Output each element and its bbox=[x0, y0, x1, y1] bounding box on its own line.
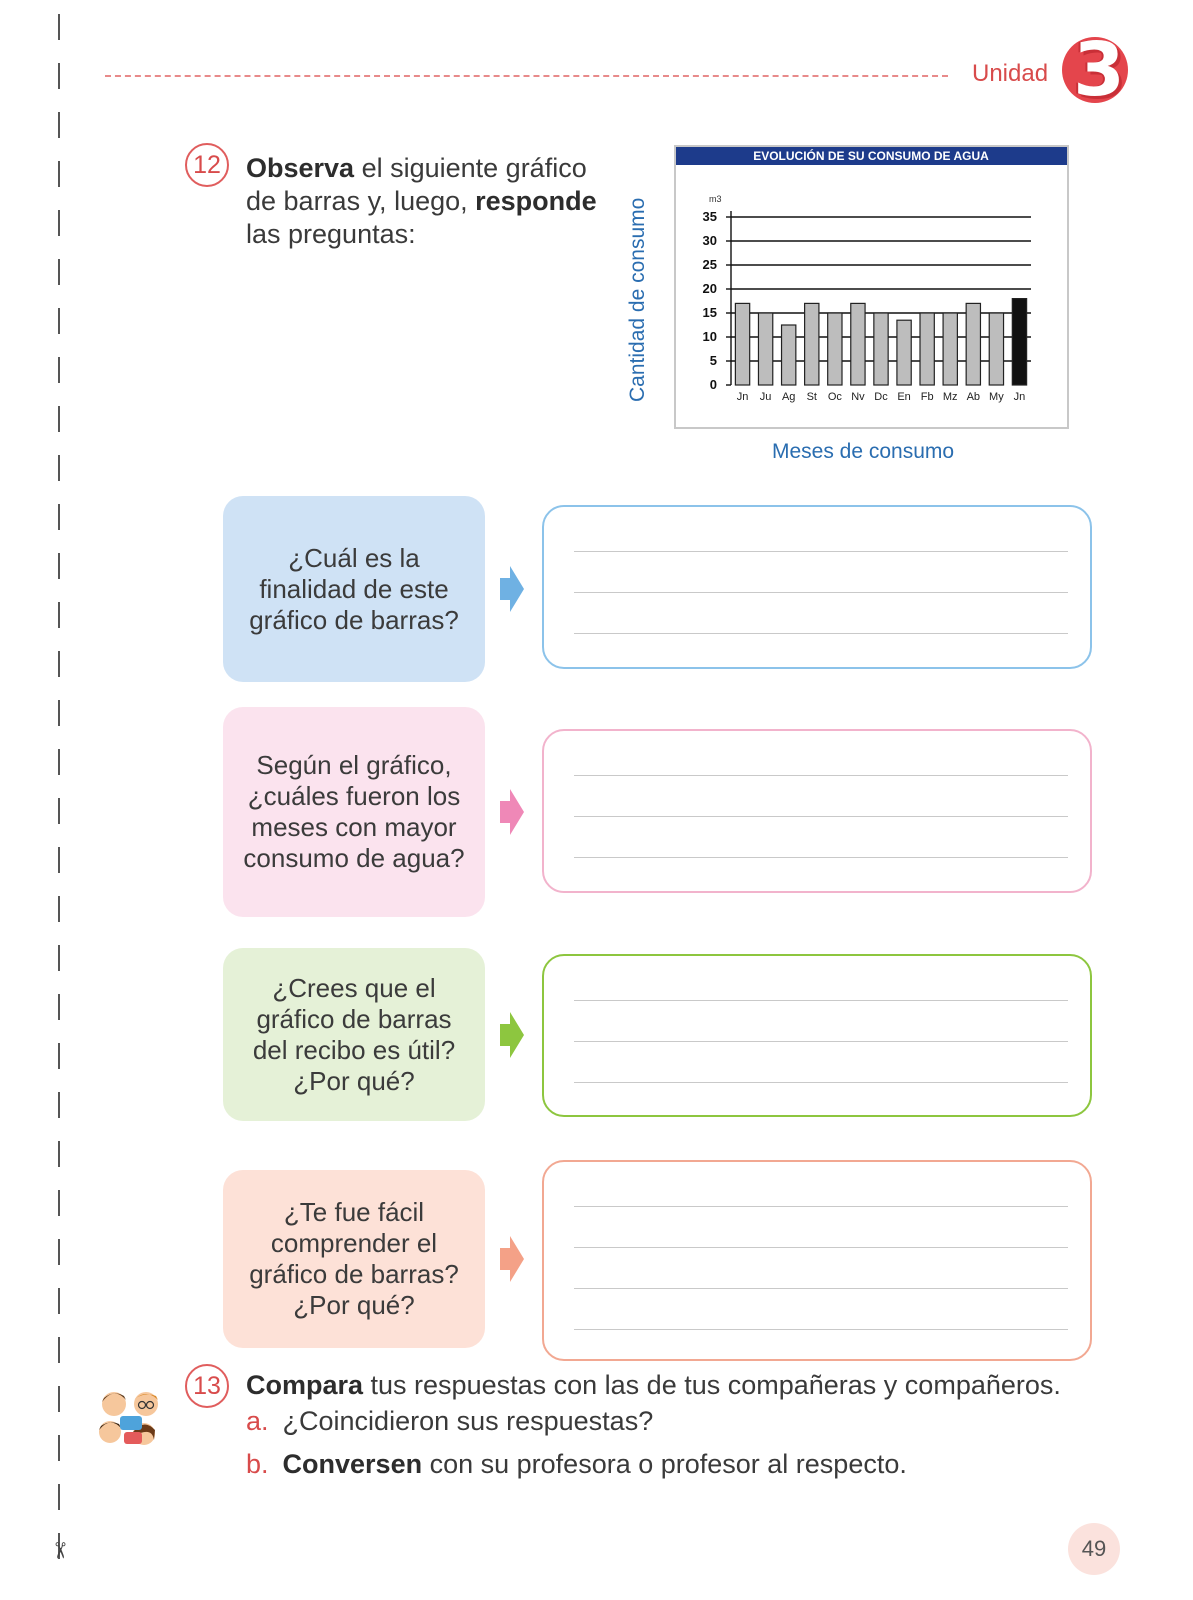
cut-line-dash bbox=[58, 63, 60, 89]
chart-bar-ju-2 bbox=[758, 313, 772, 385]
item-text: ¿Coincidieron sus respuestas? bbox=[282, 1406, 654, 1436]
cut-line-dash bbox=[58, 210, 60, 236]
cut-line-dash bbox=[58, 602, 60, 628]
chart-x-tick-label: Dc bbox=[874, 391, 888, 403]
chart-y-tick-label: 15 bbox=[702, 305, 717, 320]
activity-12-instruction bbox=[246, 152, 606, 251]
chart-title: EVOLUCIÓN DE SU CONSUMO DE AGUA bbox=[753, 149, 989, 163]
cut-line bbox=[58, 14, 62, 1594]
cut-line-dash bbox=[58, 1239, 60, 1265]
answer-line bbox=[574, 1247, 1068, 1248]
chart-unit-label: m3 bbox=[709, 194, 722, 204]
cut-line-dash bbox=[58, 700, 60, 726]
cut-line-dash bbox=[58, 847, 60, 873]
answer-line bbox=[574, 592, 1068, 593]
chart-svg bbox=[676, 147, 1067, 427]
chart-x-tick-label: Jn bbox=[1013, 391, 1026, 403]
chart-y-tick-label: 10 bbox=[702, 329, 717, 344]
cut-line-dash bbox=[58, 14, 60, 40]
activity-13-item-b bbox=[246, 1449, 907, 1480]
answer-box-2[interactable] bbox=[542, 729, 1092, 893]
chart-x-tick-label: My bbox=[989, 391, 1004, 403]
instruction-bold-compara: Compara bbox=[246, 1370, 364, 1400]
answer-box-1[interactable] bbox=[542, 505, 1092, 669]
chart-x-tick-label: Ag bbox=[781, 391, 796, 403]
chart-y-tick-label: 30 bbox=[702, 233, 717, 248]
chart-y-tick-label: 35 bbox=[702, 209, 717, 224]
chart-y-tick-label: 20 bbox=[702, 281, 717, 296]
question-text: ¿Te fue fácil comprender el gráfico de barras? ¿Por qué? bbox=[249, 1197, 459, 1320]
answer-line bbox=[574, 775, 1068, 776]
chart-x-axis-label: Meses de consumo bbox=[772, 440, 955, 463]
answer-line bbox=[574, 1288, 1068, 1289]
cut-line-dash bbox=[58, 455, 60, 481]
arrow-right-icon bbox=[500, 1236, 524, 1282]
page-number: 49 bbox=[1068, 1523, 1120, 1575]
answer-line bbox=[574, 1329, 1068, 1330]
chart-bar-nv-6 bbox=[851, 303, 865, 385]
chart-x-tick-label: Ab bbox=[966, 391, 981, 403]
chart-bar-st-4 bbox=[805, 303, 819, 385]
unit-label: Unidad bbox=[972, 60, 1049, 87]
unit-number: 3 bbox=[1073, 27, 1125, 113]
cut-line-dash bbox=[58, 1435, 60, 1461]
question-card-2 bbox=[223, 707, 485, 917]
chart-bar-oc-5 bbox=[828, 313, 842, 385]
scissors-icon: ✂ bbox=[46, 1541, 72, 1560]
chart-x-tick-label: Fb bbox=[920, 391, 934, 403]
chart-x-tick-label: St bbox=[806, 391, 817, 403]
answer-line bbox=[574, 633, 1068, 634]
cut-line-dash bbox=[58, 161, 60, 187]
chart-y-axis-label: Cantidad de consumo bbox=[626, 197, 649, 402]
chart-bar-my-12 bbox=[989, 313, 1003, 385]
cut-line-dash bbox=[58, 406, 60, 432]
cut-line-dash bbox=[58, 945, 60, 971]
instruction-bold-responde: responde bbox=[475, 186, 597, 216]
chart-y-tick-label: 0 bbox=[709, 377, 717, 392]
answer-line bbox=[574, 551, 1068, 552]
question-text: ¿Crees que el gráfico de barras del recibo es útil? ¿Por qué? bbox=[252, 972, 456, 1096]
item-letter: b. bbox=[246, 1449, 269, 1479]
chart-x-tick-label: En bbox=[897, 391, 911, 403]
activity-number-12: 12 bbox=[185, 143, 229, 187]
cut-line-dash bbox=[58, 112, 60, 138]
chart-bar-fb-9 bbox=[920, 313, 934, 385]
cut-line-dash bbox=[58, 504, 60, 530]
water-consumption-chart bbox=[674, 145, 1069, 429]
chart-x-tick-label: Nv bbox=[851, 391, 865, 403]
activity-13-text: tus respuestas con las de tus compañeras y compañeros. bbox=[363, 1370, 1061, 1400]
item-text: con su profesora o profesor al respecto. bbox=[422, 1449, 907, 1479]
chart-bar-en-8 bbox=[897, 320, 911, 385]
header-divider bbox=[105, 75, 948, 77]
chart-y-tick-label: 25 bbox=[702, 257, 717, 272]
chart-x-tick-label: Mz bbox=[942, 391, 958, 403]
item-letter: a. bbox=[246, 1406, 269, 1436]
cut-line-dash bbox=[58, 1043, 60, 1069]
cut-line-dash bbox=[58, 798, 60, 824]
cut-line-dash bbox=[58, 994, 60, 1020]
chart-y-tick-label: 5 bbox=[709, 353, 717, 368]
chart-bar-ag-3 bbox=[782, 325, 796, 385]
question-text: ¿Cuál es la finalidad de este gráfico de barras? bbox=[249, 542, 459, 635]
answer-line bbox=[574, 1000, 1068, 1001]
cut-line-dash bbox=[58, 1141, 60, 1167]
cut-line-dash bbox=[58, 749, 60, 775]
cut-line-dash bbox=[58, 357, 60, 383]
chart-x-tick-label: Oc bbox=[827, 391, 842, 403]
arrow-right-icon bbox=[500, 789, 524, 835]
answer-box-4[interactable] bbox=[542, 1160, 1092, 1361]
question-text: Según el gráfico, ¿cuáles fueron los meses con mayor consumo de agua? bbox=[243, 750, 465, 873]
instruction-text-2: las preguntas: bbox=[246, 219, 416, 249]
activity-13-item-a bbox=[246, 1406, 653, 1437]
cut-line-dash bbox=[58, 1092, 60, 1118]
chart-x-tick-label: Ju bbox=[759, 391, 772, 403]
activity-number-13: 13 bbox=[185, 1364, 229, 1408]
question-card-4 bbox=[223, 1170, 485, 1348]
cut-line-dash bbox=[58, 553, 60, 579]
answer-line bbox=[574, 857, 1068, 858]
cut-line-dash bbox=[58, 259, 60, 285]
chart-bar-mz-10 bbox=[943, 313, 957, 385]
question-card-1 bbox=[223, 496, 485, 682]
cut-line-dash bbox=[58, 1337, 60, 1363]
chart-x-tick-label: Jn bbox=[736, 391, 749, 403]
chart-bar-dc-7 bbox=[874, 313, 888, 385]
chart-bar-ab-11 bbox=[966, 303, 980, 385]
cut-line-dash bbox=[58, 308, 60, 334]
cut-line-dash bbox=[58, 1288, 60, 1314]
answer-box-3[interactable] bbox=[542, 954, 1092, 1117]
students-group-icon bbox=[94, 1386, 166, 1452]
question-card-3 bbox=[223, 948, 485, 1121]
answer-line bbox=[574, 1206, 1068, 1207]
cut-line-dash bbox=[58, 1190, 60, 1216]
item-bold: Conversen bbox=[282, 1449, 423, 1479]
chart-bar-jn-1 bbox=[735, 303, 749, 385]
arrow-right-icon bbox=[500, 566, 524, 612]
cut-line-dash bbox=[58, 651, 60, 677]
answer-line bbox=[574, 1082, 1068, 1083]
chart-bar-jn-13 bbox=[1012, 299, 1026, 385]
activity-13-instruction bbox=[246, 1368, 1061, 1402]
answer-line bbox=[574, 1041, 1068, 1042]
cut-line-dash bbox=[58, 1386, 60, 1412]
cut-line-dash bbox=[58, 896, 60, 922]
instruction-bold-observa: Observa bbox=[246, 153, 355, 183]
arrow-right-icon bbox=[500, 1012, 524, 1058]
cut-line-dash bbox=[58, 1484, 60, 1510]
instruction-text-1: el siguiente gráfico de barras y, luego, bbox=[246, 153, 587, 216]
answer-line bbox=[574, 816, 1068, 817]
